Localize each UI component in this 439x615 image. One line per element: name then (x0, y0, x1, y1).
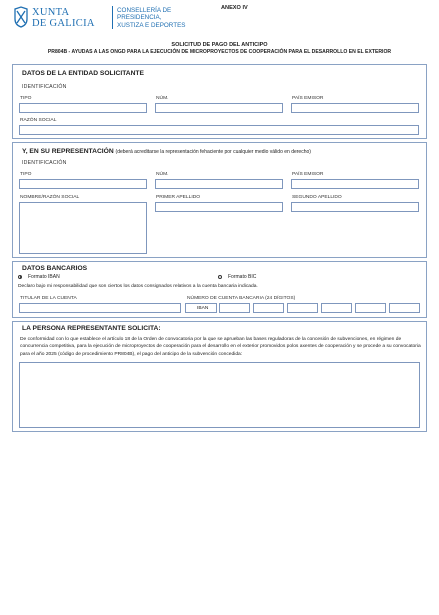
representation-identification-heading: IDENTIFICACIÓN (22, 160, 67, 166)
account-group-6[interactable] (389, 303, 420, 313)
account-group-5[interactable] (355, 303, 386, 313)
entity-number-label: NÚM. (156, 96, 169, 101)
rep-country-label: PAÍS EMISOR (292, 172, 324, 177)
rep-surname1-label: PRIMER APELLIDO (156, 195, 201, 200)
entity-identification-heading: IDENTIFICACIÓN (22, 84, 67, 90)
account-group-3[interactable] (287, 303, 318, 313)
rep-number-field[interactable] (155, 179, 283, 189)
annex-label: ANEXO IV (221, 5, 248, 11)
entity-type-label: TIPO (20, 96, 32, 101)
request-textarea[interactable] (19, 362, 420, 428)
iban-format-option[interactable]: Formato IBAN (18, 274, 60, 280)
holder-field[interactable] (19, 303, 181, 313)
request-heading: LA PERSONA REPRESENTANTE SOLICITA: (22, 325, 161, 332)
rep-name-label: NOMBRE/RAZÓN SOCIAL (20, 195, 80, 200)
account-group-4[interactable] (321, 303, 352, 313)
rep-name-field[interactable] (19, 202, 147, 254)
logo-name: XUNTA DE GALICIA (32, 7, 95, 29)
rep-surname2-field[interactable] (291, 202, 419, 212)
rep-country-field[interactable] (291, 179, 419, 189)
entity-heading: DATOS DE LA ENTIDAD SOLICITANTE (22, 70, 144, 77)
rep-surname2-label: SEGUNDO APELLIDO (292, 195, 342, 200)
entity-number-field[interactable] (155, 103, 283, 113)
xunta-logo (14, 5, 184, 31)
account-group-1[interactable] (219, 303, 250, 313)
iban-prefix-field[interactable] (185, 303, 217, 313)
account-number-label: NÚMERO DE CUENTA BANCARIA (24 DÍGITOS) (187, 296, 296, 301)
bank-heading: DATOS BANCARIOS (22, 265, 88, 272)
document-title: SOLICITUD DE PAGO DEL ANTICIPO (171, 42, 268, 48)
bic-format-option[interactable]: Formato BIC (218, 274, 256, 280)
bic-radio[interactable] (218, 275, 222, 279)
entity-country-field[interactable] (291, 103, 419, 113)
entity-type-field[interactable] (19, 103, 147, 113)
document-subtitle: PR804B - AYUDAS A LAS ONGD PARA LA EJECUCIÓN DE MICROPROYECTOS DE COOPERACIÓN PARA EL DESARROLLO EN EL EXTERIOR (47, 49, 392, 55)
entity-section (12, 64, 427, 139)
account-group-2[interactable] (253, 303, 284, 313)
rep-surname1-field[interactable] (155, 202, 283, 212)
request-text: De conformidad con lo que establece el artículo 18 de la Orden de convocatoria por la que se aprueban las bases reguladoras de la concesión de subvenciones, en régimen de concurrencia competitiva, para la ejecución de microproyectos de cooperación para el desarrollo en el exterior promovidos polos axentes de cooperación y se procede a su convocatoria para el año 2025 (código de procedimiento PR804B), el pago del anticipo de la subvención concedida: (20, 337, 421, 357)
entity-company-label: RAZÓN SOCIAL (20, 118, 57, 123)
entity-country-label: PAÍS EMISOR (292, 96, 324, 101)
representation-note: (deberá acreditarse la representación fehaciente por cualquier medio válido en derecho) (115, 149, 311, 155)
rep-number-label: NÚM. (156, 172, 169, 177)
rep-type-field[interactable] (19, 179, 147, 189)
xunta-emblem-icon (14, 6, 28, 28)
iban-radio[interactable] (18, 275, 22, 279)
logo-department: CONSELLERÍA DE PRESIDENCIA, XUSTIZA E DEPORTES (117, 7, 186, 29)
holder-label: TITULAR DE LA CUENTA (20, 296, 77, 301)
bank-declaration: Declaro bajo mi responsabilidad que son ciertos los datos consignados relativos a la cuenta bancaria indicada. (18, 284, 258, 289)
bank-section (12, 261, 427, 318)
rep-type-label: TIPO (20, 172, 32, 177)
iban-prefix: IBAN (197, 305, 209, 311)
entity-company-field[interactable] (19, 125, 419, 135)
representation-heading: Y, EN SU REPRESENTACIÓN (deberá acreditarse la representación fehaciente por cualquier medio válido en derecho) (22, 148, 311, 155)
logo-separator (112, 6, 113, 29)
request-section (12, 321, 427, 432)
representation-section (12, 142, 427, 258)
